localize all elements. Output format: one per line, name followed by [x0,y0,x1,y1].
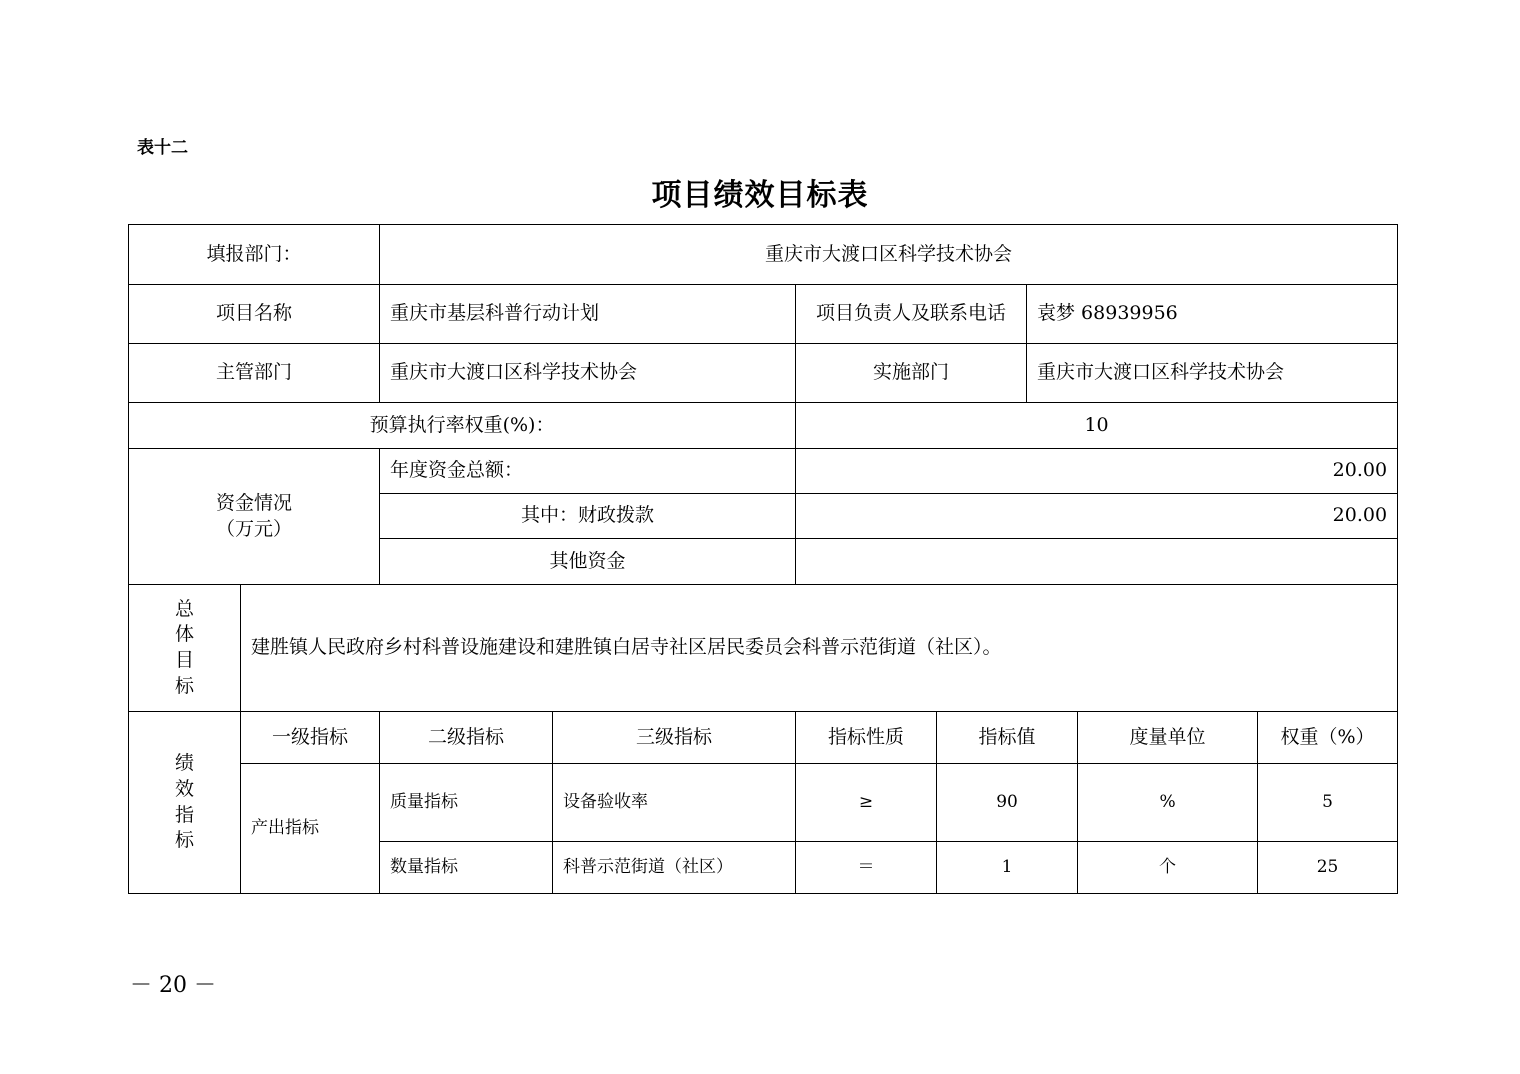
indicator-label-char: 效 [174,777,194,800]
header-level2: 二级指标 [380,712,553,764]
goal-label-char: 体 [174,623,194,646]
level3-cell: 科普示范街道（社区） [553,842,796,894]
header-level1: 一级指标 [241,712,380,764]
indicator-label-char: 指 [174,803,194,826]
indicator-header-row [129,712,1398,764]
unit-cell: 个 [1078,842,1258,894]
project-contact-value: 袁梦 68939956 [1027,285,1398,344]
overall-goal-label [129,585,241,712]
level3-cell: 设备验收率 [553,764,796,842]
project-row [129,285,1398,344]
indicator-label-char: 标 [174,829,194,852]
budget-weight-value: 10 [796,403,1398,449]
impl-dept-label: 实施部门 [796,344,1027,403]
funds-label-line2: （万元） [216,517,293,540]
impl-dept-value: 重庆市大渡口区科学技术协会 [1027,344,1398,403]
report-dept-row [129,225,1398,285]
page-title: 项目绩效目标表 [651,178,869,213]
indicator-label-char: 绩 [174,752,194,775]
goal-label-char: 目 [174,649,194,671]
weight-cell: 5 [1258,764,1398,842]
overall-goal-text: 建胜镇人民政府乡村科普设施建设和建胜镇白居寺社区居民委员会科普示范街道（社区）。 [241,585,1398,712]
table-number-label: 表十二 [137,138,188,158]
weight-cell: 25 [1258,842,1398,894]
budget-weight-row [129,403,1398,449]
table-row [129,764,1398,842]
header-unit: 度量单位 [1078,712,1258,764]
funds-other-label: 其他资金 [380,539,796,585]
funds-total-row [129,449,1398,494]
nature-cell: ＝ [796,842,937,894]
funds-label-line1: 资金情况 [216,491,293,514]
level2-cell: 数量指标 [380,842,553,894]
funds-fiscal-label: 其中：财政拨款 [380,494,796,539]
report-dept-value: 重庆市大渡口区科学技术协会 [380,225,1398,285]
indicator-label [129,712,241,894]
dept-row [129,344,1398,403]
header-value: 指标值 [937,712,1078,764]
goal-label-char: 标 [174,674,194,697]
header-nature: 指标性质 [796,712,937,764]
overall-goal-row [129,585,1398,712]
goal-label-char: 总 [174,597,194,620]
performance-target-table [128,224,1398,894]
project-name-label: 项目名称 [129,285,380,344]
page-number: － 20 － [130,973,216,998]
funds-total-label: 年度资金总额： [380,449,796,494]
report-dept-label: 填报部门： [129,225,380,285]
level1-output-indicator: 产出指标 [241,764,380,894]
budget-weight-label: 预算执行率权重(%)： [129,403,796,449]
project-name-value: 重庆市基层科普行动计划 [380,285,796,344]
value-cell: 1 [937,842,1078,894]
level2-cell: 质量指标 [380,764,553,842]
header-weight: 权重（%） [1258,712,1398,764]
funds-fiscal-value: 20.00 [796,494,1398,539]
value-cell: 90 [937,764,1078,842]
supervisor-dept-value: 重庆市大渡口区科学技术协会 [380,344,796,403]
project-contact-label: 项目负责人及联系电话 [796,285,1027,344]
header-level3: 三级指标 [553,712,796,764]
nature-cell: ≥ [796,764,937,842]
funds-label [129,449,380,585]
unit-cell: % [1078,764,1258,842]
supervisor-dept-label: 主管部门 [129,344,380,403]
funds-other-value [796,539,1398,585]
funds-total-value: 20.00 [796,449,1398,494]
